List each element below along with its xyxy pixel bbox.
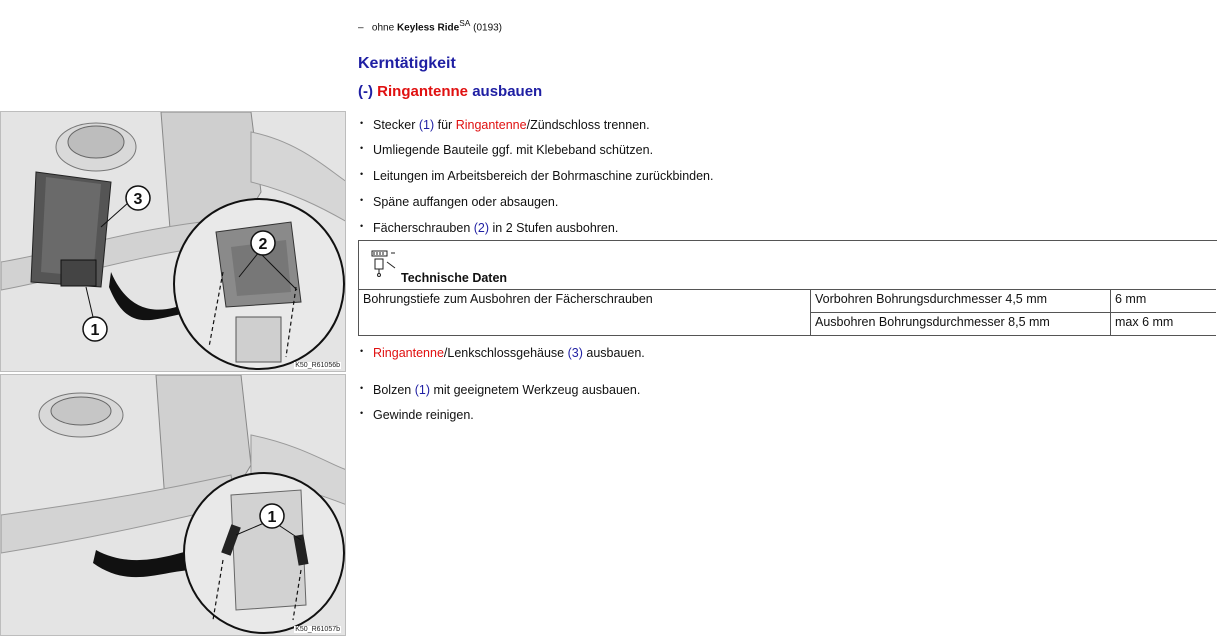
step-text: /Zündschloss trennen.: [526, 118, 650, 132]
task-part: Ringantenne: [377, 83, 469, 100]
figure-bolt-removal: [0, 374, 346, 636]
step-item: [360, 169, 713, 183]
technical-data-title: Technische Daten: [401, 271, 508, 285]
part-link[interactable]: Ringantenne: [455, 118, 527, 132]
condition-sup: SA: [459, 18, 471, 28]
caliper-icon: [371, 247, 397, 277]
callout-3: 3: [133, 191, 143, 208]
task-action: ausbauen: [472, 83, 543, 100]
bullet-icon: •: [360, 118, 364, 128]
table-cell-condition: Vorbohren Bohrungsdurchmesser 4,5 mm: [811, 290, 1111, 313]
bullet-icon: •: [360, 408, 364, 418]
condition-name: Keyless Ride: [396, 22, 460, 34]
reference-number: (1): [418, 118, 435, 132]
step-text: Umliegende Bauteile ggf. mit Klebeband schützen.: [373, 143, 654, 157]
task-heading: [358, 83, 542, 100]
bullet-icon: •: [360, 169, 364, 179]
step-item: [360, 346, 645, 360]
step-text: in 2 Stufen ausbohren.: [489, 221, 619, 235]
step-text: mit geeignetem Werkzeug ausbauen.: [429, 383, 641, 397]
table-row: [359, 290, 1217, 313]
condition-prefix: ohne: [371, 22, 395, 34]
condition-code: (0193): [473, 22, 503, 34]
step-item: [360, 195, 558, 209]
step-item: [360, 143, 653, 157]
callout-1: 1: [90, 322, 100, 339]
step-item: [360, 383, 640, 397]
task-prefix: (-): [358, 83, 373, 100]
table-cell-value: max 6 mm: [1111, 313, 1217, 336]
bullet-icon: •: [360, 221, 364, 231]
bullet-icon: •: [360, 383, 364, 393]
step-text: Stecker: [373, 118, 419, 132]
bullet-icon: •: [360, 346, 364, 356]
step-text: für: [434, 118, 456, 132]
callout-1: 1: [267, 509, 277, 526]
reference-number: (3): [567, 346, 583, 360]
step-text: Fächerschrauben: [373, 221, 474, 235]
callout-2: 2: [258, 236, 268, 253]
illustration-steering-head: [1, 112, 346, 372]
step-text: Späne auffangen oder absaugen.: [373, 195, 559, 209]
step-text: /Lenkschlossgehäuse: [443, 346, 568, 360]
step-text: Gewinde reinigen.: [373, 408, 474, 422]
condition-note: [358, 18, 502, 33]
reference-number: (1): [414, 383, 430, 397]
bullet-icon: •: [360, 195, 364, 205]
technical-data-table: [358, 289, 1216, 336]
section-heading: Kerntätigkeit: [358, 55, 456, 72]
dash: –: [358, 22, 364, 34]
technical-data-box: [358, 240, 1217, 290]
step-item: [360, 221, 618, 235]
part-link[interactable]: Ringantenne: [373, 346, 444, 360]
figure-id: K50_R61057b: [295, 626, 340, 633]
step-item: [360, 408, 474, 422]
reference-number: (2): [473, 221, 490, 235]
step-item: [360, 118, 650, 132]
table-cell-condition: Ausbohren Bohrungsdurchmesser 8,5 mm: [811, 313, 1111, 336]
table-cell-value: 6 mm: [1111, 290, 1217, 313]
figure-ring-antenna-removal: [0, 111, 346, 372]
illustration-fork-bridge: [1, 375, 346, 636]
step-text: ausbauen.: [582, 346, 645, 360]
table-cell-label: Bohrungstiefe zum Ausbohren der Fächerschrauben: [359, 290, 811, 336]
bullet-icon: •: [360, 143, 364, 153]
figure-id: K50_R61056b: [295, 362, 340, 369]
step-text: Leitungen im Arbeitsbereich der Bohrmaschine zurückbinden.: [373, 169, 714, 183]
step-text: Bolzen: [373, 383, 415, 397]
